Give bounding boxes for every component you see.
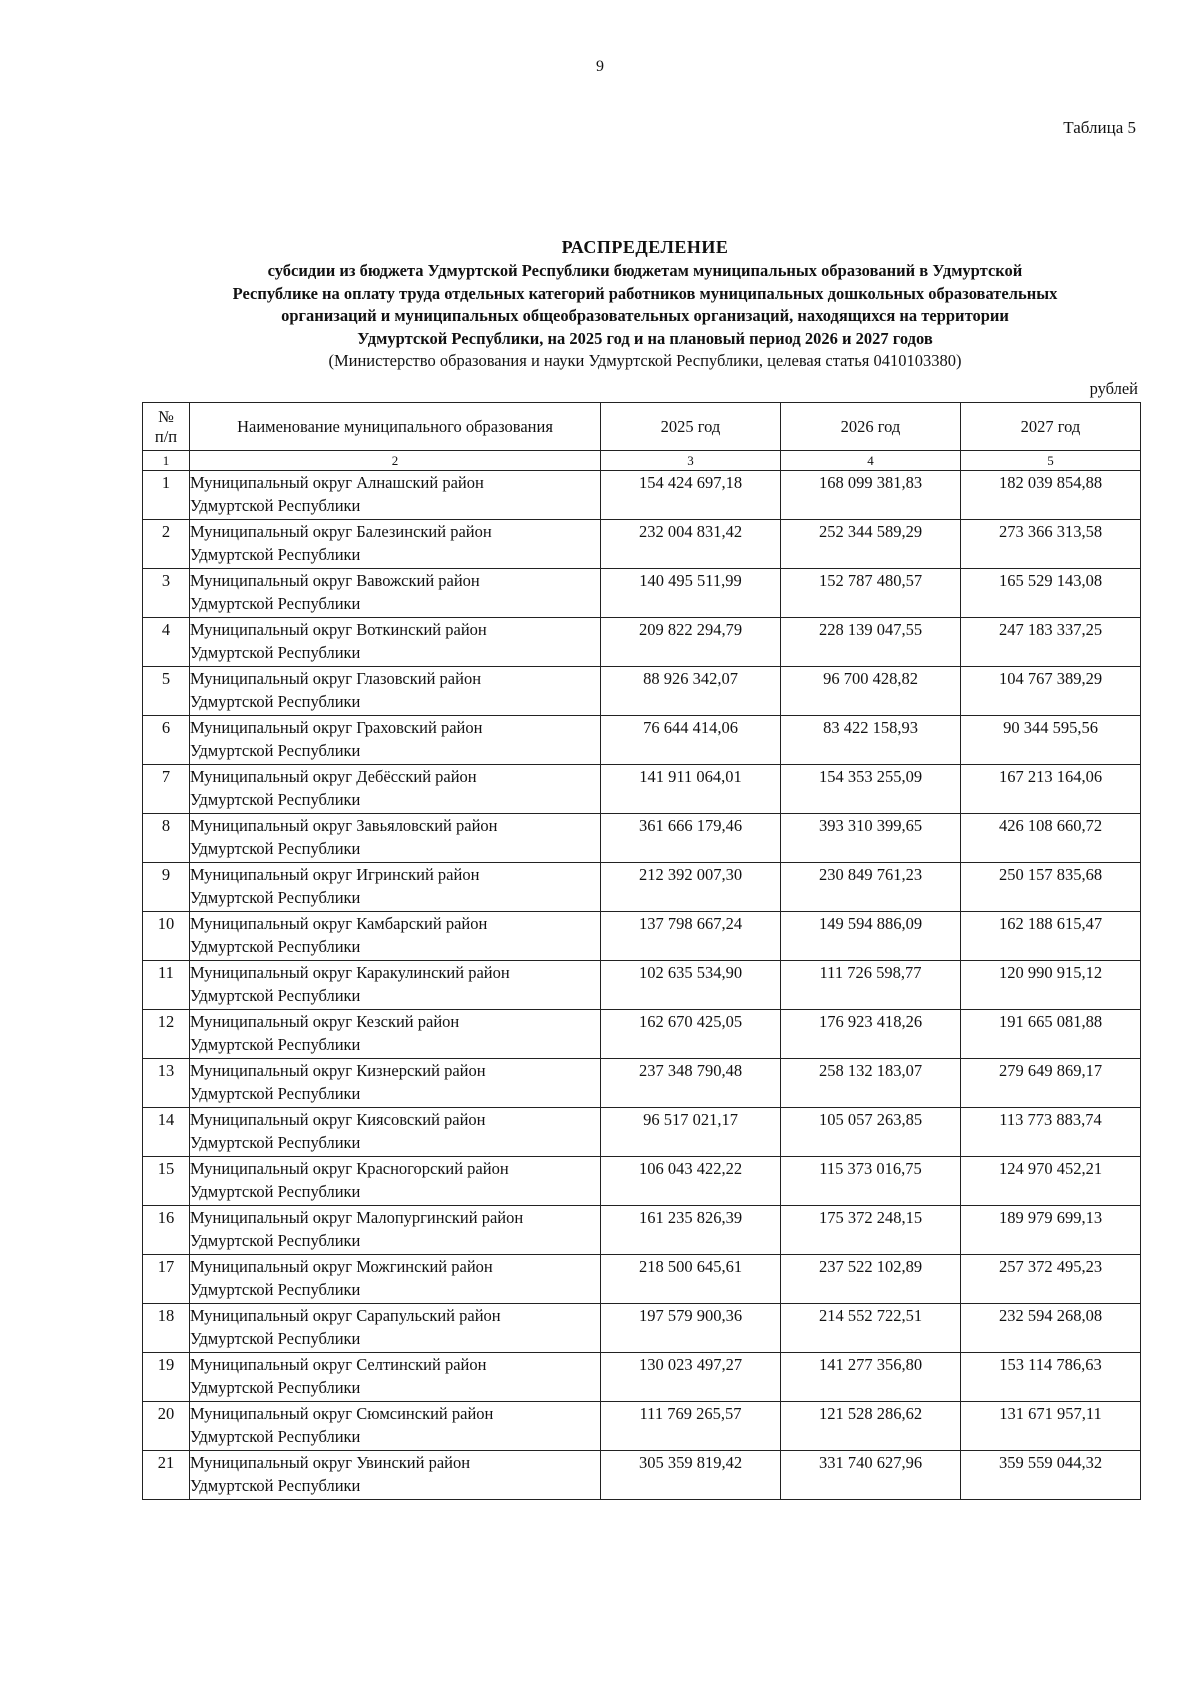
row-number: 11 (143, 961, 190, 1010)
row-number: 8 (143, 814, 190, 863)
municipality-name (190, 1451, 601, 1500)
municipality-name-line2: Удмуртской Республики (190, 692, 361, 711)
row-number: 16 (143, 1206, 190, 1255)
amount-2026: 115 373 016,75 (781, 1157, 961, 1206)
title-block (140, 236, 1150, 372)
municipality-name (190, 1010, 601, 1059)
amount-2027: 131 671 957,11 (961, 1402, 1141, 1451)
row-number: 2 (143, 520, 190, 569)
amount-2026: 230 849 761,23 (781, 863, 961, 912)
amount-2026: 258 132 183,07 (781, 1059, 961, 1108)
amount-2027: 104 767 389,29 (961, 667, 1141, 716)
amount-2027: 426 108 660,72 (961, 814, 1141, 863)
municipality-name-line2: Удмуртской Республики (190, 839, 361, 858)
amount-2027: 113 773 883,74 (961, 1108, 1141, 1157)
municipality-name-line2: Удмуртской Республики (190, 1476, 361, 1495)
municipality-name (190, 1206, 601, 1255)
municipality-name-line1: Муниципальный округ Сарапульский район (190, 1306, 501, 1325)
amount-2025: 130 023 497,27 (601, 1353, 781, 1402)
amount-2027: 273 366 313,58 (961, 520, 1141, 569)
table-row (143, 1451, 1141, 1500)
municipality-name-line1: Муниципальный округ Камбарский район (190, 914, 488, 933)
amount-2027: 153 114 786,63 (961, 1353, 1141, 1402)
municipality-name-line2: Удмуртской Республики (190, 643, 361, 662)
header-2025: 2025 год (601, 403, 781, 451)
amount-2026: 228 139 047,55 (781, 618, 961, 667)
amount-2026: 168 099 381,83 (781, 471, 961, 520)
municipality-name (190, 814, 601, 863)
amount-2025: 161 235 826,39 (601, 1206, 781, 1255)
amount-2027: 189 979 699,13 (961, 1206, 1141, 1255)
amount-2027: 191 665 081,88 (961, 1010, 1141, 1059)
distribution-table (142, 402, 1141, 1500)
table-row (143, 569, 1141, 618)
table-row (143, 471, 1141, 520)
municipality-name (190, 667, 601, 716)
municipality-name (190, 961, 601, 1010)
municipality-name-line2: Удмуртской Республики (190, 1035, 361, 1054)
municipality-name-line2: Удмуртской Республики (190, 1329, 361, 1348)
subtitle-line: Удмуртской Республики, на 2025 год и на плановый период 2026 и 2027 годов (357, 328, 933, 348)
amount-2026: 83 422 158,93 (781, 716, 961, 765)
header-name: Наименование муниципального образования (190, 403, 601, 451)
amount-2025: 154 424 697,18 (601, 471, 781, 520)
column-index: 2 (190, 451, 601, 471)
amount-2026: 237 522 102,89 (781, 1255, 961, 1304)
amount-2026: 214 552 722,51 (781, 1304, 961, 1353)
municipality-name-line1: Муниципальный округ Завьяловский район (190, 816, 498, 835)
table-row (143, 863, 1141, 912)
row-number: 17 (143, 1255, 190, 1304)
document-subtitle (140, 260, 1150, 350)
municipality-name-line2: Удмуртской Республики (190, 1084, 361, 1103)
document-note: (Министерство образования и науки Удмуртской Республики, целевая статья 0410103380) (328, 351, 962, 370)
subtitle-line: субсидии из бюджета Удмуртской Республики бюджетам муниципальных образований в Удмуртской (267, 261, 1023, 280)
amount-2027: 279 649 869,17 (961, 1059, 1141, 1108)
municipality-name-line1: Муниципальный округ Кизнерский район (190, 1061, 486, 1080)
amount-2025: 140 495 511,99 (601, 569, 781, 618)
amount-2025: 111 769 265,57 (601, 1402, 781, 1451)
table-label: Таблица 5 (1063, 118, 1136, 137)
column-index: 5 (961, 451, 1141, 471)
amount-2027: 120 990 915,12 (961, 961, 1141, 1010)
amount-2027: 162 188 615,47 (961, 912, 1141, 961)
column-index: 4 (781, 451, 961, 471)
amount-2025: 212 392 007,30 (601, 863, 781, 912)
table-row (143, 814, 1141, 863)
amount-2027: 167 213 164,06 (961, 765, 1141, 814)
table-row (143, 520, 1141, 569)
municipality-name-line1: Муниципальный округ Киясовский район (190, 1110, 486, 1129)
municipality-name-line2: Удмуртской Республики (190, 1182, 361, 1201)
row-number: 18 (143, 1304, 190, 1353)
municipality-name-line1: Муниципальный округ Можгинский район (190, 1257, 493, 1276)
row-number: 14 (143, 1108, 190, 1157)
municipality-name-line2: Удмуртской Республики (190, 1231, 361, 1250)
municipality-name (190, 912, 601, 961)
municipality-name-line1: Муниципальный округ Вавожский район (190, 571, 480, 590)
header-2027: 2027 год (961, 403, 1141, 451)
table-row (143, 667, 1141, 716)
unit-label: рублей (1089, 379, 1138, 398)
document-title: РАСПРЕДЕЛЕНИЕ (561, 237, 729, 257)
amount-2025: 102 635 534,90 (601, 961, 781, 1010)
municipality-name (190, 765, 601, 814)
municipality-name (190, 1157, 601, 1206)
municipality-name-line2: Удмуртской Республики (190, 937, 361, 956)
table-row (143, 1304, 1141, 1353)
municipality-name-line1: Муниципальный округ Малопургинский район (190, 1208, 524, 1227)
municipality-name-line1: Муниципальный округ Сюмсинский район (190, 1404, 494, 1423)
municipality-name-line2: Удмуртской Республики (190, 741, 361, 760)
amount-2026: 96 700 428,82 (781, 667, 961, 716)
table-row (143, 912, 1141, 961)
municipality-name (190, 863, 601, 912)
row-number: 7 (143, 765, 190, 814)
municipality-name-line1: Муниципальный округ Кезский район (190, 1012, 460, 1031)
page-number: 9 (596, 58, 604, 75)
row-number: 12 (143, 1010, 190, 1059)
column-index-row (143, 451, 1141, 471)
table-body (143, 471, 1141, 1500)
municipality-name (190, 1108, 601, 1157)
amount-2027: 232 594 268,08 (961, 1304, 1141, 1353)
table-row (143, 1206, 1141, 1255)
municipality-name-line2: Удмуртской Республики (190, 1280, 361, 1299)
row-number: 4 (143, 618, 190, 667)
row-number: 5 (143, 667, 190, 716)
row-number: 19 (143, 1353, 190, 1402)
amount-2026: 149 594 886,09 (781, 912, 961, 961)
amount-2025: 305 359 819,42 (601, 1451, 781, 1500)
municipality-name-line2: Удмуртской Республики (190, 594, 361, 613)
amount-2025: 106 043 422,22 (601, 1157, 781, 1206)
amount-2025: 96 517 021,17 (601, 1108, 781, 1157)
municipality-name-line2: Удмуртской Республики (190, 790, 361, 809)
amount-2027: 165 529 143,08 (961, 569, 1141, 618)
municipality-name (190, 618, 601, 667)
row-number: 9 (143, 863, 190, 912)
amount-2026: 121 528 286,62 (781, 1402, 961, 1451)
municipality-name-line2: Удмуртской Республики (190, 888, 361, 907)
row-number: 1 (143, 471, 190, 520)
amount-2026: 152 787 480,57 (781, 569, 961, 618)
header-num-line2: п/п (154, 426, 178, 446)
header-num-line1: № (158, 406, 174, 426)
amount-2026: 175 372 248,15 (781, 1206, 961, 1255)
table-row (143, 1108, 1141, 1157)
municipality-name-line2: Удмуртской Республики (190, 1133, 361, 1152)
amount-2026: 252 344 589,29 (781, 520, 961, 569)
amount-2027: 182 039 854,88 (961, 471, 1141, 520)
amount-2025: 232 004 831,42 (601, 520, 781, 569)
municipality-name-line1: Муниципальный округ Балезинский район (190, 522, 492, 541)
municipality-name (190, 520, 601, 569)
amount-2026: 141 277 356,80 (781, 1353, 961, 1402)
municipality-name (190, 1353, 601, 1402)
municipality-name-line1: Муниципальный округ Красногорский район (190, 1159, 509, 1178)
amount-2027: 250 157 835,68 (961, 863, 1141, 912)
table-header-row (143, 403, 1141, 451)
municipality-name-line1: Муниципальный округ Каракулинский район (190, 963, 510, 982)
amount-2027: 359 559 044,32 (961, 1451, 1141, 1500)
header-2026: 2026 год (781, 403, 961, 451)
table-row (143, 716, 1141, 765)
municipality-name (190, 716, 601, 765)
table-row (143, 961, 1141, 1010)
row-number: 21 (143, 1451, 190, 1500)
amount-2025: 162 670 425,05 (601, 1010, 781, 1059)
municipality-name-line2: Удмуртской Республики (190, 545, 361, 564)
amount-2025: 361 666 179,46 (601, 814, 781, 863)
municipality-name-line2: Удмуртской Республики (190, 1427, 361, 1446)
municipality-name (190, 1059, 601, 1108)
amount-2026: 176 923 418,26 (781, 1010, 961, 1059)
municipality-name-line1: Муниципальный округ Игринский район (190, 865, 480, 884)
header-num (143, 403, 190, 451)
amount-2026: 154 353 255,09 (781, 765, 961, 814)
municipality-name (190, 1402, 601, 1451)
municipality-name-line2: Удмуртской Республики (190, 986, 361, 1005)
column-index: 3 (601, 451, 781, 471)
municipality-name-line2: Удмуртской Республики (190, 1378, 361, 1397)
row-number: 6 (143, 716, 190, 765)
municipality-name-line1: Муниципальный округ Увинский район (190, 1453, 471, 1472)
municipality-name-line1: Муниципальный округ Селтинский район (190, 1355, 487, 1374)
table-row (143, 1255, 1141, 1304)
amount-2025: 141 911 064,01 (601, 765, 781, 814)
municipality-name (190, 1255, 601, 1304)
amount-2026: 331 740 627,96 (781, 1451, 961, 1500)
amount-2027: 124 970 452,21 (961, 1157, 1141, 1206)
amount-2026: 393 310 399,65 (781, 814, 961, 863)
table-row (143, 1157, 1141, 1206)
amount-2027: 90 344 595,56 (961, 716, 1141, 765)
amount-2025: 237 348 790,48 (601, 1059, 781, 1108)
table-row (143, 765, 1141, 814)
table-row (143, 618, 1141, 667)
amount-2027: 247 183 337,25 (961, 618, 1141, 667)
municipality-name (190, 569, 601, 618)
subtitle-line: организаций и муниципальных общеобразовательных организаций, находящихся на территории (281, 306, 1009, 325)
municipality-name-line1: Муниципальный округ Воткинский район (190, 620, 487, 639)
table-row (143, 1402, 1141, 1451)
amount-2026: 111 726 598,77 (781, 961, 961, 1010)
municipality-name (190, 471, 601, 520)
municipality-name-line1: Муниципальный округ Глазовский район (190, 669, 482, 688)
amount-2025: 88 926 342,07 (601, 667, 781, 716)
row-number: 13 (143, 1059, 190, 1108)
row-number: 10 (143, 912, 190, 961)
amount-2025: 76 644 414,06 (601, 716, 781, 765)
row-number: 3 (143, 569, 190, 618)
municipality-name (190, 1304, 601, 1353)
table-row (143, 1010, 1141, 1059)
municipality-name-line1: Муниципальный округ Алнашский район (190, 473, 484, 492)
subtitle-line: Республике на оплату труда отдельных категорий работников муниципальных дошкольных образовательных (232, 283, 1058, 303)
amount-2026: 105 057 263,85 (781, 1108, 961, 1157)
column-index: 1 (143, 451, 190, 471)
amount-2025: 137 798 667,24 (601, 912, 781, 961)
table-row (143, 1059, 1141, 1108)
municipality-name-line2: Удмуртской Республики (190, 496, 361, 515)
table-row (143, 1353, 1141, 1402)
amount-2025: 209 822 294,79 (601, 618, 781, 667)
municipality-name-line1: Муниципальный округ Дебёсский район (190, 767, 477, 786)
amount-2025: 197 579 900,36 (601, 1304, 781, 1353)
amount-2027: 257 372 495,23 (961, 1255, 1141, 1304)
row-number: 15 (143, 1157, 190, 1206)
amount-2025: 218 500 645,61 (601, 1255, 781, 1304)
row-number: 20 (143, 1402, 190, 1451)
municipality-name-line1: Муниципальный округ Граховский район (190, 718, 483, 737)
